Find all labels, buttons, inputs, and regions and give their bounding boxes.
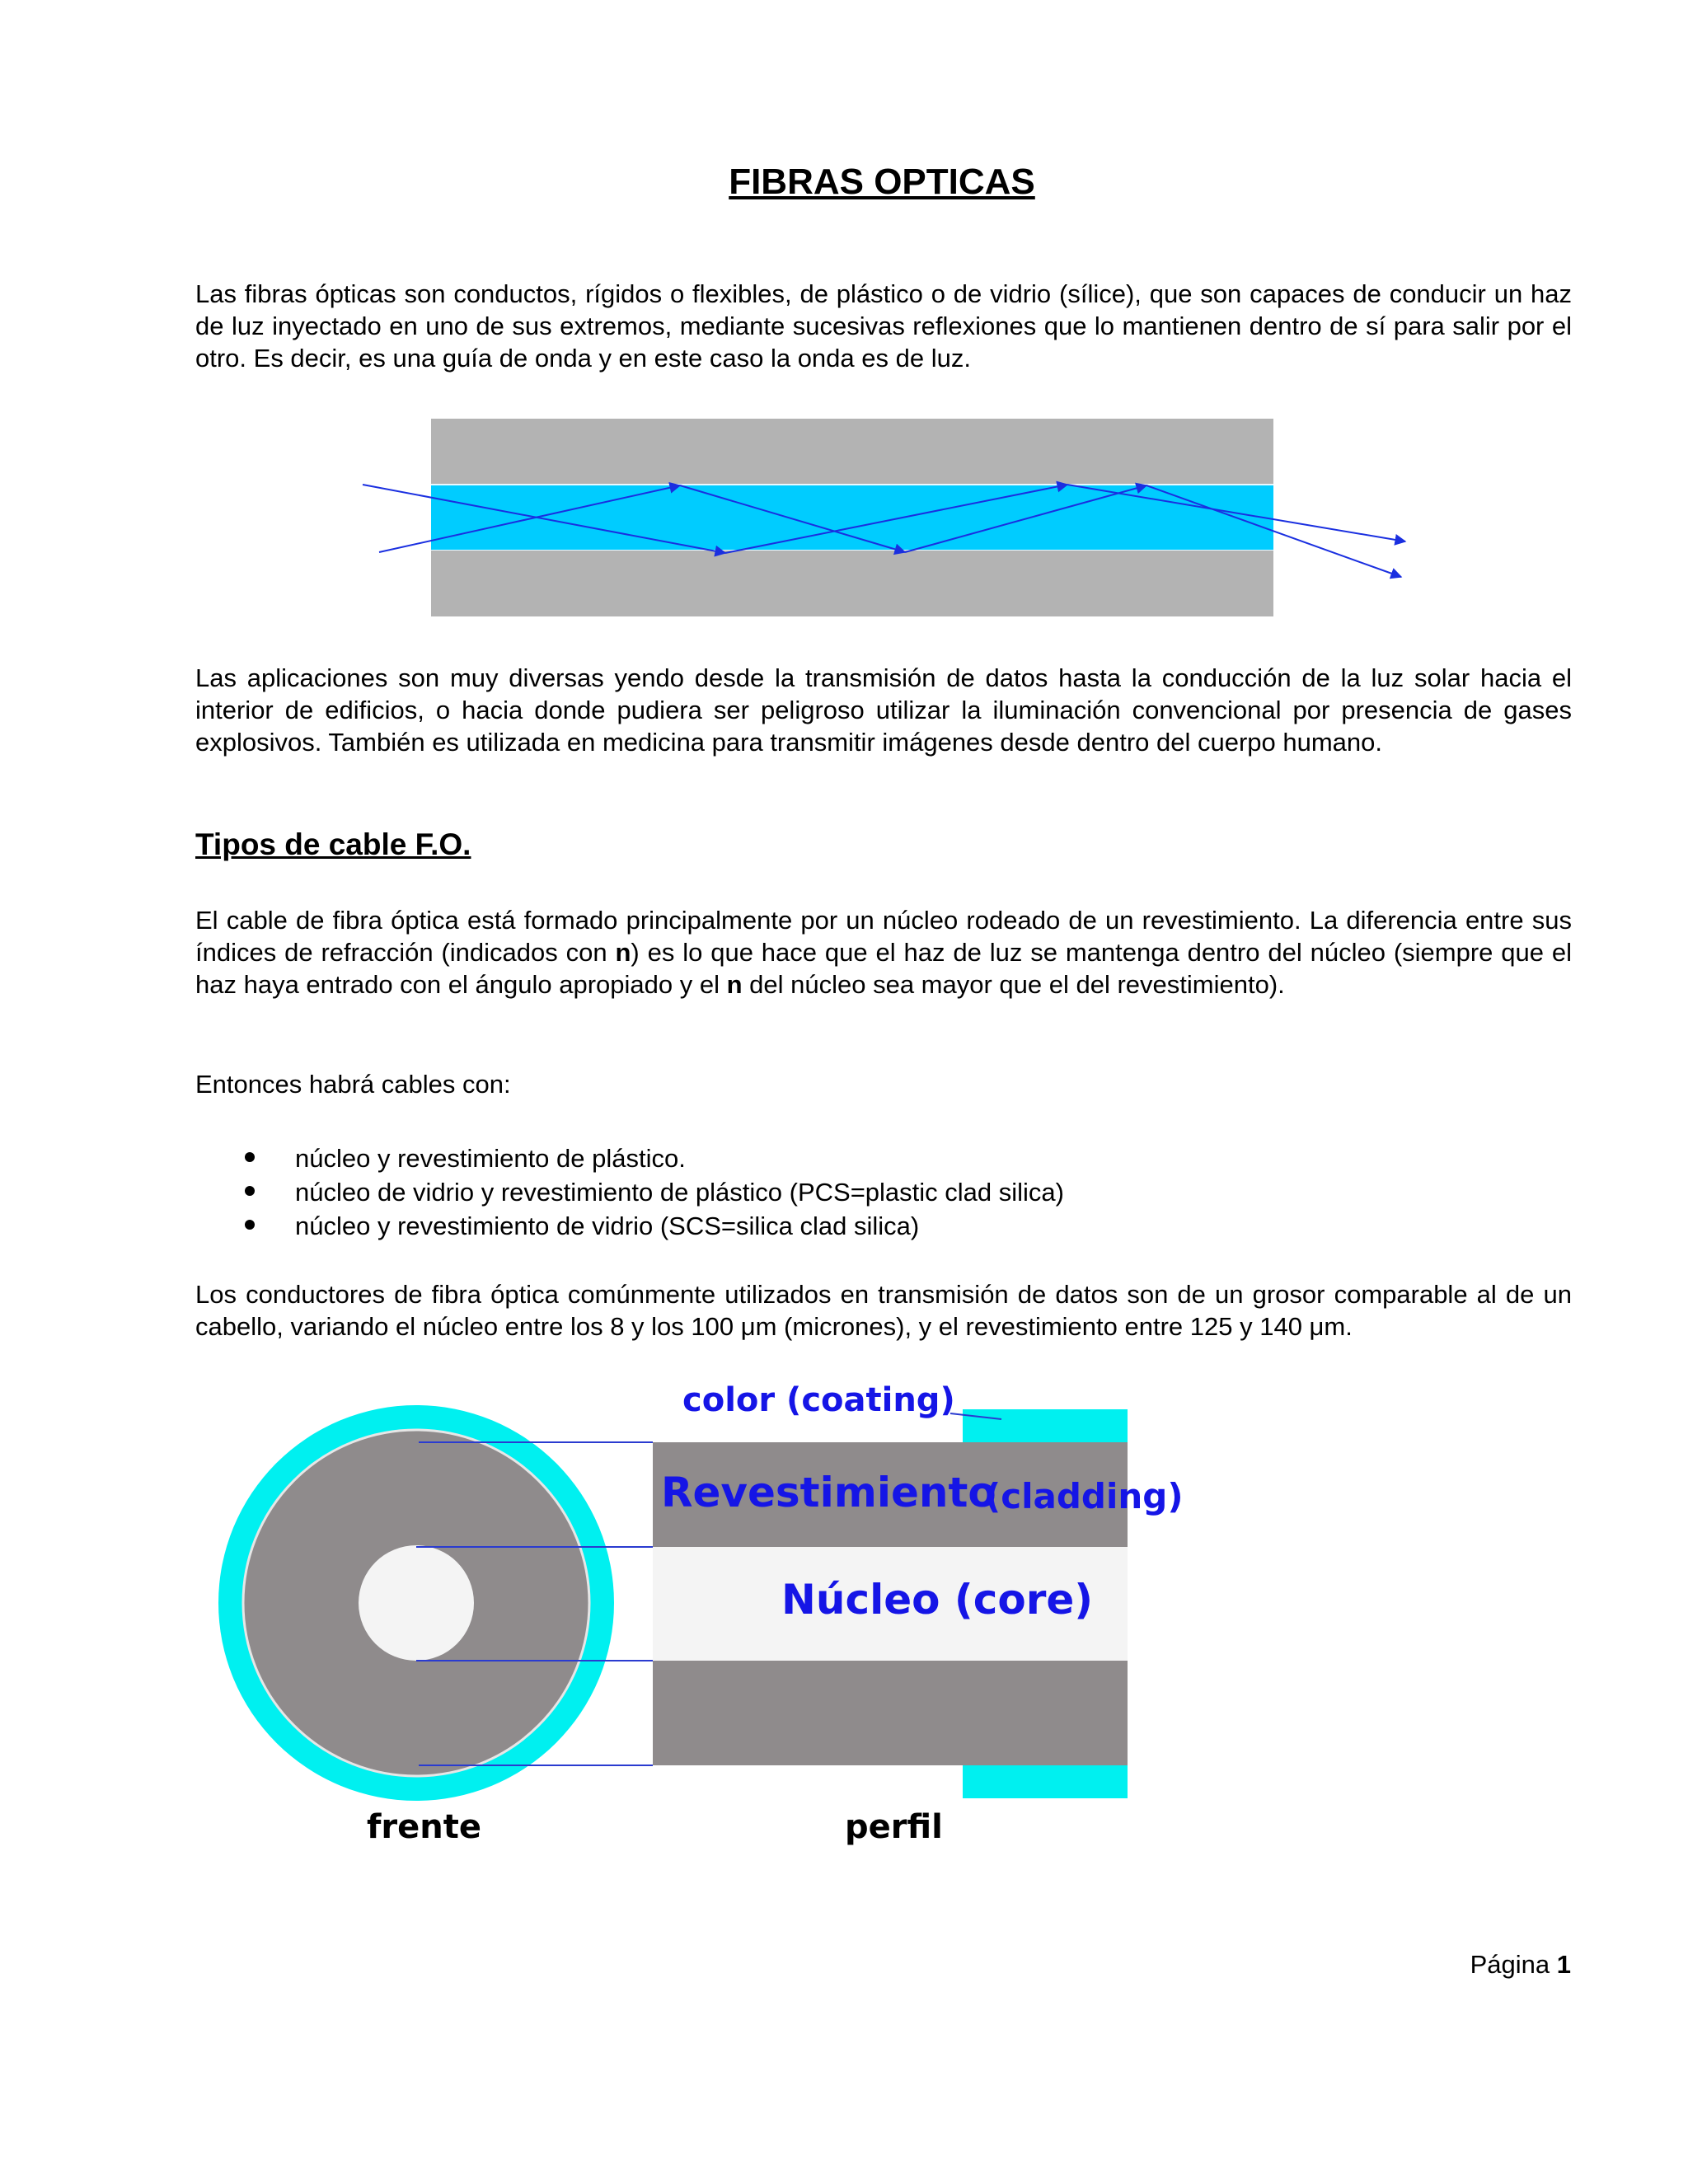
fiber-core [431, 485, 1273, 551]
bullet-icon [245, 1152, 255, 1162]
applications-paragraph: Las aplicaciones son muy diversas yendo desde la transmisión de datos hasta la conducción de la luz solar hacia el interior de edificios, o hacia donde pudiera ser peligroso utilizar la iluminación convencional por presencia de gases explosivos. También es utilizada en medicina para transmitir imágenes desde dentro del cuerpo humano. [195, 663, 1572, 757]
profile-coating-bottom [963, 1765, 1128, 1798]
cable-paragraph: El cable de fibra óptica está formado principalmente por un núcleo rodeado de un revestimiento. La diferencia entre sus índices de refracción (indicados con n) es lo que hace que el haz de luz se mantenga dentro del núcleo (siempre que el haz haya entrado con el ángulo apropiado y el n del núcleo sea mayor que el del revestimiento). [195, 906, 1572, 999]
bullet-icon [245, 1186, 255, 1196]
bullet-icon [245, 1220, 255, 1230]
front-label: frente [367, 1808, 481, 1846]
list-item: núcleo y revestimiento de plástico. [195, 1141, 1064, 1175]
document-title: FIBRAS OPTICAS [729, 162, 1035, 202]
profile-label: perfil [845, 1808, 943, 1846]
then-paragraph: Entonces habrá cables con: [195, 1070, 511, 1099]
profile-coating-top [963, 1409, 1128, 1442]
list-item: núcleo de vidrio y revestimiento de plástico (PCS=plastic clad silica) [195, 1175, 1064, 1209]
front-core [359, 1545, 474, 1661]
fiber-reflection-figure [354, 412, 1418, 626]
core-label: Núcleo (core) [781, 1576, 1094, 1624]
intro-paragraph: Las fibras ópticas son conductos, rígidos o flexibles, de plástico o de vidrio (sílice), que son capaces de conducir un haz de luz inyectado en uno de sus extremos, mediante sucesivas reflexiones que lo mantienen dentro de sí para salir por el otro. Es decir, es una guía de onda y en este caso la onda es de luz. [195, 279, 1572, 373]
cable-types-list [195, 1141, 1064, 1243]
fiber-structure-diagram [198, 1368, 1203, 1863]
section-heading: Tipos de cable F.O. [195, 827, 471, 861]
refraction-index-symbol: n [726, 970, 743, 999]
coating-label: color (coating) [682, 1381, 955, 1419]
upper-cladding [431, 419, 1273, 485]
list-item: núcleo y revestimiento de vidrio (SCS=silica clad silica) [195, 1209, 1064, 1243]
lower-cladding [431, 551, 1273, 616]
cladding-label-en: (cladding) [985, 1476, 1184, 1516]
profile-cladding-bottom [653, 1661, 1128, 1765]
refraction-index-symbol: n [615, 938, 631, 967]
page-footer: Página 1 [1470, 1950, 1571, 1979]
conductors-paragraph: Los conductores de fibra óptica comúnmente utilizados en transmisión de datos son de un grosor comparable al de un cabello, variando el núcleo entre los 8 y los 100 μm (micrones), y el revestimiento entre 125 y 140 μm. [195, 1280, 1572, 1341]
page-number: 1 [1556, 1950, 1571, 1979]
cladding-label: Revestimiento [661, 1469, 996, 1516]
